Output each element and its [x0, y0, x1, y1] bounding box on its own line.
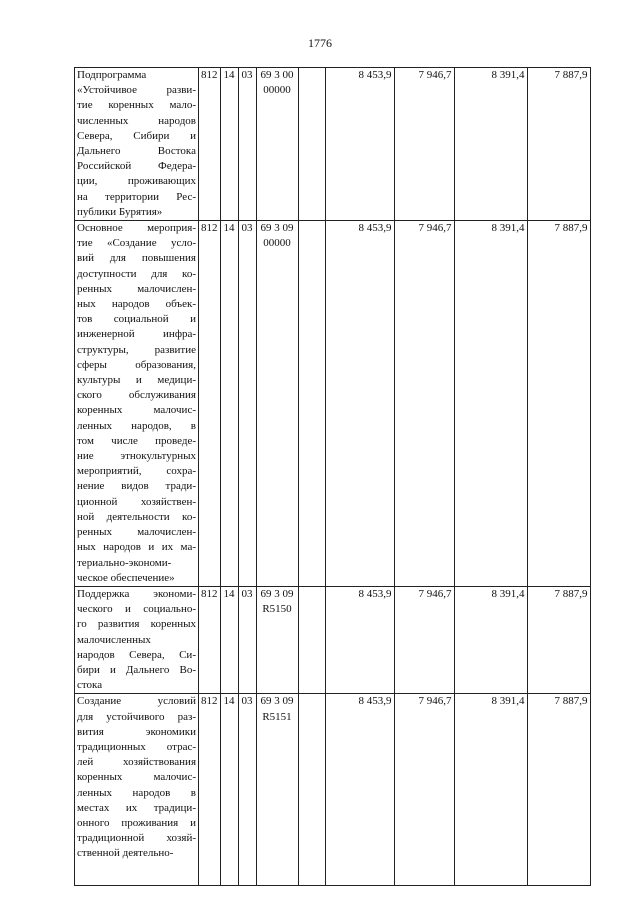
row-name-line: ленных народов в [77, 786, 196, 799]
row-name-line: ции, проживающих [77, 175, 196, 188]
pr-cell: 03 [238, 694, 256, 886]
csr-cell [256, 221, 298, 587]
row-name-line: Поддержка экономи- [77, 587, 196, 600]
row-name-line: тие «Создание усло- [77, 237, 196, 250]
row-name-line: стока [77, 679, 103, 692]
value-1-cell: 8 453,9 [325, 68, 394, 221]
pr-cell: 03 [238, 586, 256, 693]
row-name-line: местах их традици- [77, 801, 196, 814]
row-name-line: на территории Рес- [77, 190, 196, 203]
row-name-line: ных народов объек- [77, 298, 196, 311]
row-name-line: ренных малочислен- [77, 282, 196, 295]
vr-cell [298, 586, 325, 693]
value-4-cell: 7 887,9 [527, 586, 590, 693]
row-name-line: коренных малочис- [77, 771, 196, 784]
row-name-line: ной деятельности ко- [77, 510, 196, 523]
row-name-line: численных народов [77, 114, 196, 127]
csr-cell [256, 694, 298, 886]
value-1-cell: 8 453,9 [325, 586, 394, 693]
csr-line-2: 00000 [263, 84, 291, 97]
value-3-cell: 8 391,4 [454, 586, 527, 693]
row-name-cell [75, 694, 199, 886]
row-name-line: Севера, Сибири и [77, 129, 196, 142]
row-name-line: бири и Дальнего Во- [77, 663, 196, 676]
value-1-cell: 8 453,9 [325, 221, 394, 587]
row-name-cell [75, 221, 199, 587]
row-name-cell [75, 586, 199, 693]
value-3-cell: 8 391,4 [454, 68, 527, 221]
csr-line-1: 69 3 09 [260, 587, 294, 600]
row-name-line: ренных малочислен- [77, 526, 196, 539]
vr-cell [298, 694, 325, 886]
rz-cell: 14 [220, 586, 238, 693]
page-number: 1776 [308, 36, 332, 50]
value-4-cell: 7 887,9 [527, 221, 590, 587]
row-name-line: нение видов тради- [77, 480, 196, 493]
row-name-line: Основное мероприя- [77, 222, 196, 235]
value-1-cell: 8 453,9 [325, 694, 394, 886]
csr-line-2: R5150 [262, 603, 292, 616]
row-name-line: традиционных отрас- [77, 740, 196, 753]
row-name-line: том числе проведе- [77, 434, 196, 447]
pr-cell: 03 [238, 68, 256, 221]
value-2-cell: 7 946,7 [394, 586, 454, 693]
table-row [75, 221, 591, 587]
row-name-line: ческое обеспечение» [77, 571, 175, 584]
value-3-cell: 8 391,4 [454, 694, 527, 886]
row-name-line: традиционной хозяй- [77, 832, 196, 845]
row-name-line: ных народов и их ма- [77, 541, 196, 554]
csr-cell [256, 586, 298, 693]
table-body [75, 68, 591, 886]
row-name-line: Создание условий [77, 695, 196, 708]
row-name-line: Дальнего Востока [77, 145, 196, 158]
table-row [75, 68, 591, 221]
row-name-line: «Устойчивое разви- [77, 84, 196, 97]
budget-table [74, 67, 591, 886]
row-name-line: культуры и медици- [77, 374, 196, 387]
csr-line-1: 69 3 00 [260, 69, 294, 81]
row-name-line: ского обслуживания [77, 389, 196, 402]
value-2-cell: 7 946,7 [394, 68, 454, 221]
row-name-line: ческого и социально- [77, 603, 196, 616]
row-name-line: народов Севера, Си- [77, 648, 196, 661]
csr-line-2: R5151 [262, 710, 292, 723]
row-name-line: инженерной инфра- [77, 328, 196, 341]
row-name-line: малочисленных [77, 633, 151, 646]
row-name-line: тие коренных мало- [77, 99, 196, 112]
row-name-line: онного проживания и [77, 816, 196, 829]
value-2-cell: 7 946,7 [394, 221, 454, 587]
row-name-line: лей хозяйствования [77, 756, 196, 769]
value-4-cell: 7 887,9 [527, 68, 590, 221]
value-2-cell: 7 946,7 [394, 694, 454, 886]
row-name-line: ленных народов, в [77, 419, 196, 432]
rz-cell: 14 [220, 221, 238, 587]
row-name-line: сферы образования, [77, 358, 196, 371]
rz-cell: 14 [220, 68, 238, 221]
row-name-line: ционной хозяйствен- [77, 495, 196, 508]
row-name-line: публики Бурятия» [77, 205, 163, 218]
pr-cell: 03 [238, 221, 256, 587]
table-row [75, 694, 591, 886]
row-name-line: доступности для ко- [77, 267, 196, 280]
row-name-line: териально-экономи- [77, 556, 172, 569]
row-name-line: вития экономики [77, 725, 196, 738]
row-name-line: ственной деятельно- [77, 847, 174, 860]
row-name-cell [75, 68, 199, 221]
row-name-line: вий для повышения [77, 252, 196, 265]
csr-line-2: 00000 [263, 237, 291, 250]
row-name-line: тов социальной и [77, 313, 196, 326]
row-name-line: Подпрограмма [77, 69, 147, 81]
rz-cell: 14 [220, 694, 238, 886]
row-name-line: Российской Федера- [77, 160, 196, 173]
csr-line-1: 69 3 09 [260, 695, 294, 708]
csr-line-1: 69 3 09 [260, 222, 294, 235]
row-name-line: для устойчивого раз- [77, 710, 196, 723]
value-4-cell: 7 887,9 [527, 694, 590, 886]
table-row [75, 586, 591, 693]
row-name-line: коренных малочис- [77, 404, 196, 417]
grbs-cell: 812 [199, 68, 221, 221]
vr-cell [298, 221, 325, 587]
grbs-cell: 812 [199, 586, 221, 693]
grbs-cell: 812 [199, 221, 221, 587]
grbs-cell: 812 [199, 694, 221, 886]
value-3-cell: 8 391,4 [454, 221, 527, 587]
row-name-line: мероприятий, сохра- [77, 465, 196, 478]
row-name-line: ние этнокультурных [77, 450, 196, 463]
row-name-line: го развития коренных [77, 618, 196, 631]
row-name-line: структуры, развитие [77, 343, 196, 356]
vr-cell [298, 68, 325, 221]
csr-cell [256, 68, 298, 221]
